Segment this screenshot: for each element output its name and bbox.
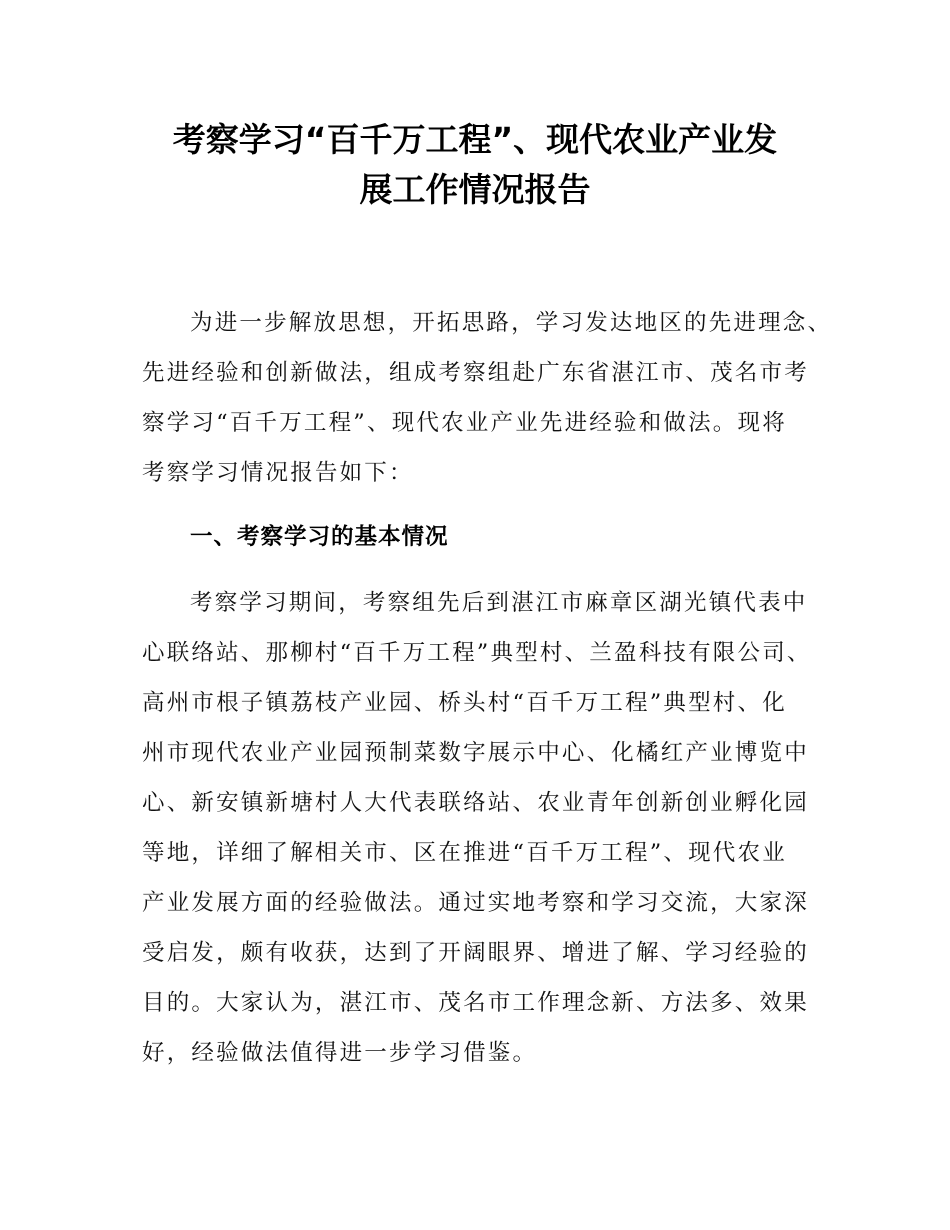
intro-paragraph-line: 察学习“百千万工程”、现代农业产业先进经验和做法。现将 — [142, 410, 787, 436]
section-paragraph-line: 目的。大家认为，湛江市、茂名市工作理念新、方法多、效果 — [142, 990, 809, 1016]
section-paragraph-line: 产业发展方面的经验做法。通过实地考察和学习交流，大家深 — [142, 890, 809, 916]
section-paragraph-line: 等地，详细了解相关市、区在推进“百千万工程”、现代农业 — [142, 840, 787, 866]
intro-paragraph-line: 为进一步解放思想，开拓思路，学习发达地区的先进理念、 — [190, 310, 833, 336]
section-paragraph-line: 心、新安镇新塘村人大代表联络站、农业青年创新创业孵化园 — [142, 790, 809, 816]
document-title-line-1: 考察学习“百千万工程”、现代农业产业发 — [172, 120, 778, 159]
section-heading-basic-situation: 一、考察学习的基本情况 — [190, 524, 449, 550]
section-paragraph-line: 受启发，颇有收获，达到了开阔眼界、增进了解、学习经验的 — [142, 940, 809, 966]
section-paragraph-line: 州市现代农业产业园预制菜数字展示中心、化橘红产业博览中 — [142, 740, 809, 766]
section-paragraph-line: 心联络站、那柳村“百千万工程”典型村、兰盈科技有限公司、 — [142, 640, 812, 666]
section-paragraph-line: 高州市根子镇荔枝产业园、桥头村“百千万工程”典型村、化 — [142, 690, 787, 716]
document-title-line-2: 展工作情况报告 — [359, 170, 591, 209]
section-paragraph-line: 考察学习期间，考察组先后到湛江市麻章区湖光镇代表中 — [190, 590, 808, 616]
intro-paragraph-line: 先进经验和创新做法，组成考察组赴广东省湛江市、茂名市考 — [142, 360, 809, 386]
section-paragraph-line: 好，经验做法值得进一步学习借鉴。 — [142, 1040, 538, 1066]
intro-paragraph-line: 考察学习情况报告如下： — [142, 460, 414, 486]
